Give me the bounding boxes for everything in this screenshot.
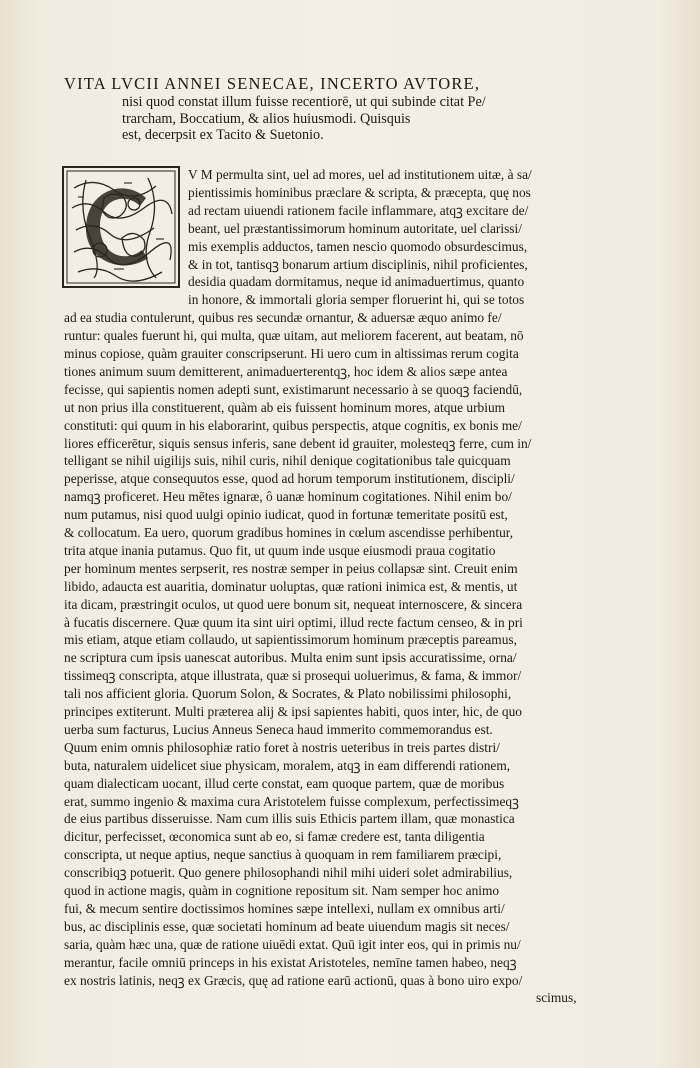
- body-line: ex nostris latinis, neqꝫ ex Græcis, quę ad ratione earū actionū, quas à bono uiro expo/: [64, 972, 523, 988]
- subtitle-line: est, decerpsit ex Tacito & Suetonio.: [122, 127, 324, 143]
- subtitle-line: trarcham, Boccatium, & alios huiusmodi. Quisquis: [122, 110, 411, 127]
- body-line: V M permulta sint, uel ad mores, uel ad institutionem uitæ, à sa/: [188, 167, 532, 182]
- chapter-heading: [64, 74, 584, 144]
- body-line: mis etiam, atque etiam collaudo, ut sapientissimorum hominum præceptis pareamus,: [64, 632, 517, 648]
- body-line: ad ea studia contulerunt, quibus res secundæ ornantur, & aduersæ æquo animo fe/: [64, 310, 502, 326]
- body-line: ad rectam uiuendi rationem facile inflammare, atqꝫ excitare de/: [188, 202, 529, 218]
- body-line: de eius partibus disseruisse. Nam cum illis suis Ethicis partem illam, quæ monastica: [64, 811, 515, 827]
- body-line: mis exemplis adductos, tamen nescio quomodo obsurdescimus,: [188, 238, 528, 254]
- body-line: runtur: quales fuerunt hi, qui multa, quæ uitam, aut meliorem facerent, aut beatam, nō: [64, 328, 524, 344]
- body-line: & in tot, tantisqꝫ bonarum artium disciplinis, nihil proficientes,: [188, 256, 528, 272]
- chapter-title: VITA LVCII ANNEI SENECAE, INCERTO AVTORE,: [64, 74, 481, 93]
- body-line: fui, & mecum sentire doctissimos homines sæpe intellexi, nullam ex omnibus arti/: [64, 900, 505, 916]
- body-line: ut non prius illa constituerent, quàm ab eis fuissent hominum mores, atque urbium: [64, 399, 506, 415]
- body-line: Quum enim omnis philosophiæ ratio foret à nostris ueteribus in treis partes distri/: [64, 739, 500, 755]
- subtitle-line: nisi quod constat illum fuisse recentiorē, ut qui subinde citat Pe/: [122, 94, 486, 110]
- body-line: & collocatum. Ea uero, quorum gradibus homines in cœlum ascendisse perhibentur,: [64, 525, 514, 540]
- body-line: tali nos afficient gloria. Quorum Solon, & Socrates, & Plato nobilissimi philosophi,: [64, 686, 512, 702]
- body-line: telligant se nihil uigilijs suis, nihil curis, nihil denique cogitationibus tale quicquam: [64, 453, 511, 469]
- chapter-subtitle: [122, 94, 584, 144]
- body-line: per hominum mentes serpserit, res nostræ semper in peius collapsæ sint. Creuit enim: [64, 560, 518, 576]
- body-line: ita dicam, præstringit oculos, ut quod uere bonum sit, nequeat internoscere, & sincera: [64, 596, 523, 612]
- body-line: uerba sum facturus, Lucius Anneus Seneca haud immerito commemorandus est.: [64, 721, 493, 737]
- body-line: liores efficerētur, siquis sensus inferis, sane debent id grauiter, molesteqꝫ ferre, cum in/: [64, 435, 532, 451]
- body-line: quod in actione magis, quàm in cognitione repositum sit. Nam semper hoc animo: [64, 883, 500, 898]
- body-line: minus copiose, quàm grauiter conscripserunt. Hi uero cum in altissimas rerum cogita: [64, 346, 519, 361]
- body-line: fecisse, qui sapientis nomen adepti sunt, existimarunt necessario à se quoqꝫ faciendū,: [64, 381, 523, 397]
- body-line: namqꝫ proficeret. Heu mētes ignaræ, ô uanæ hominum cogitationes. Nihil enim bo/: [64, 489, 512, 505]
- body-line: principes extiterunt. Multi præterea alij & ipsi sapientes habiti, quos inter, hic, de quo: [64, 704, 522, 719]
- body-line: merantur, facile omniū princeps in his existat Aristoteles, nemīne tamen habeo, neqꝫ: [64, 954, 517, 970]
- body-line: erat, summo ingenio & maxima cura Aristotelem fuisse complexum, perfectissimeqꝫ: [64, 793, 519, 809]
- body-line: bus, ac disciplinis esse, quæ societati hominum ad beate uiuendum magis sit neces/: [64, 918, 510, 934]
- body-line: scimus,: [536, 990, 577, 1006]
- body-line: quam dialecticam uocant, illud certe constat, eam quoque partem, quæ de moribus: [64, 775, 505, 791]
- body-line: libido, adaucta est auaritia, dominatur uoluptas, quæ rationi inimica est, & mentis, ut: [64, 578, 518, 594]
- body-line: constituti: qui quum in his elaborarint, quibus perspectis, atque cognitis, ex bonis me/: [64, 417, 522, 433]
- body-line: pientissimis hominibus præclare & scripta, & præcepta, quę nos: [188, 184, 531, 200]
- body-line: beant, uel præstantissimorum hominum autoritate, uel clarissi/: [188, 220, 522, 236]
- body-line: dicitur, perfecisset, œconomica sunt ab eo, si famæ credere est, tanta diligentia: [64, 829, 485, 845]
- body-line: num putamus, nisi quod uulgi opinio iudicat, quod in fortunæ temeritate positū est,: [64, 507, 508, 523]
- body-line: conscripta, ut neque aptius, neque sanctius à quoquam in rem familiarem præcipi,: [64, 847, 502, 863]
- body-line: tiones animum suum demitterent, animaduerterentqꝫ, hoc idem & alios sæpe antea: [64, 363, 508, 379]
- body-line: desidia quadam dormitamus, neque id animaduertimus, quanto: [188, 274, 525, 290]
- body-line: ne scriptura cum ipsis uanescat autoribus. Multa enim sunt ipsis accuratissime, orna/: [64, 650, 517, 666]
- body-line: buta, naturalem uidelicet siue physicam, moralem, atqꝫ in eam differendi rationem,: [64, 757, 511, 773]
- decorated-initial-icon: [62, 166, 180, 288]
- body-line: in honore, & immortali gloria semper floruerint hi, qui se totos: [188, 292, 525, 308]
- body-line: peperisse, atque consequutos esse, quod ad horum temporum institutionem, discipli/: [64, 471, 515, 487]
- body-line: tissimeqꝫ conscripta, atque illustrata, quæ si prosequi uoluerimus, & fama, & immor/: [64, 668, 522, 684]
- body-line: conscribiqꝫ potuerit. Quo genere philosophandi nihil mihi uideri solet admirabilius,: [64, 865, 513, 881]
- body-line: saria, quàm hæc una, quæ de ratione uiuēdi extat. Quū igit inter eos, qui in primis nu/: [64, 936, 521, 952]
- body-line: trita atque inania putamus. Quo fit, ut quum inde usque eiusmodi praua cogitatio: [64, 542, 496, 558]
- body-line: à fucatis discernere. Quæ quum ita sint uiri optimi, illud recte factum censeo, & in pri: [64, 614, 523, 630]
